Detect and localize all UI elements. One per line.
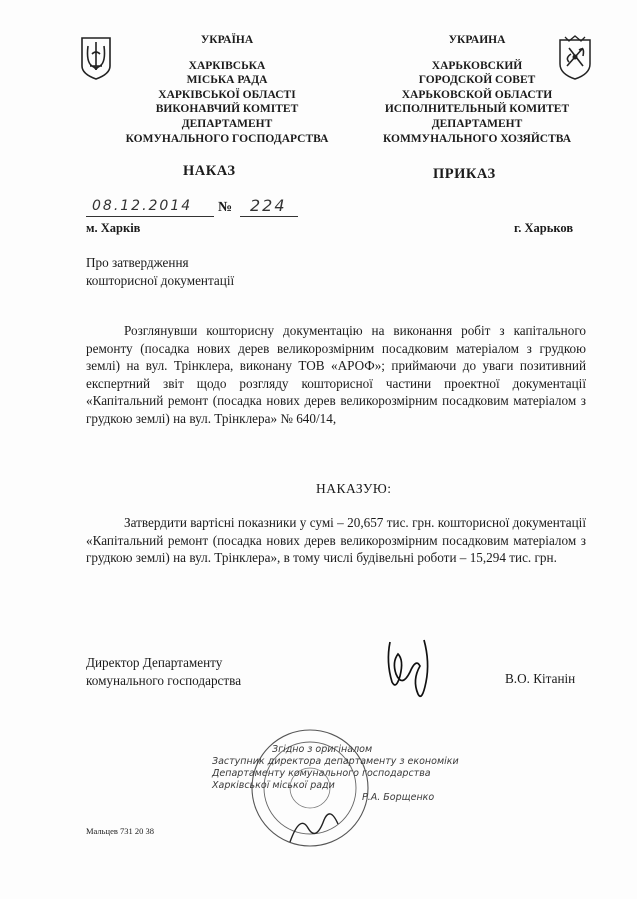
subject-line: кошторисної документації [86,272,235,288]
org-line: ВИКОНАВЧИЙ КОМІТЕТ [155,103,299,116]
note-line: Згідно з оригіналом [272,744,373,755]
order-word: НАКАЗУЮ: [316,481,392,496]
certification-notes [212,744,592,804]
doc-type-ua: НАКАЗ [183,163,236,179]
order-number: 224 [250,196,287,215]
org-line: ИСПОЛНИТЕЛЬНЫЙ КОМИТЕТ [384,103,570,116]
number-label: № [218,200,233,215]
date-underline [86,216,214,217]
subject-line: Про затвердження [86,255,189,270]
position-line: комунального господарства [86,672,242,688]
order-date: 08.12.2014 [92,198,193,214]
note-line: Харківської міської ради [212,780,335,791]
note-line: Р.А. Борщенко [362,792,435,803]
signatory-name: В.О. Кітанін [505,671,576,686]
city-ru: г. Харьков [514,221,574,235]
country-name-ru: УКРАИНА [448,34,506,46]
org-line: ХАРКІВСЬКА [188,59,266,72]
org-line: ХАРЬКОВСКОЙ ОБЛАСТИ [401,88,553,101]
paragraph-decision: Затвердити вартісні показники у сумі – 20,657 тис. грн. кошторисної документації «Капітальний ремонт (посадка нових дерев великорозмірним посадковим матеріалом з грудкою землі) на вул. Трінклера», в тому числі будівельні роботи – 15,294 тис. грн. [86,515,586,566]
org-line: ХАРКІВСЬКОЇ ОБЛАСТІ [158,88,296,101]
org-line: МІСЬКА РАДА [186,74,268,87]
org-line: ДЕПАРТАМЕНТ [181,117,273,130]
paragraph-preamble: Розглянувши кошторисну документацію на виконання робіт з капітального ремонту (посадка нових дерев великорозмірним посадковим матеріалом з грудкою землі) на вул. Трінклера, виконану ТОВ «АРОФ»; приймаючи до уваги позитивний експертний звіт щодо розгляду кошторисної частини проектної документації «Капітальний ремонт (посадка нових дерев великорозмірним посадковим матеріалом з грудкою землі) на вул. Трінклера» № 640/14, [86,323,586,426]
position-line: Директор Департаменту [86,655,223,670]
org-line: ДЕПАРТАМЕНТ [431,117,523,130]
org-line: КОММУНАЛЬНОГО ХОЗЯЙСТВА [382,132,572,145]
signatory-position [86,654,241,689]
header-right-ru [352,33,602,146]
executor-note: Мальцев 731 20 38 [86,826,154,836]
director-signature-icon [382,632,442,704]
org-line: ГОРОДСКОЙ СОВЕТ [418,74,536,87]
note-line: Департаменту комунального господарства [212,768,431,779]
country-name-ua: УКРАЇНА [200,34,254,46]
org-line: КОМУНАЛЬНОГО ГОСПОДАРСТВА [125,132,329,145]
number-underline [240,216,298,217]
org-line: ХАРЬКОВСКИЙ [431,59,523,72]
city-ua: м. Харків [86,221,141,235]
header-left-ua [96,33,358,146]
subject-block [86,254,234,289]
doc-type-ru: ПРИКАЗ [433,166,496,182]
note-line: Заступник директора департаменту з економіки [212,756,459,767]
